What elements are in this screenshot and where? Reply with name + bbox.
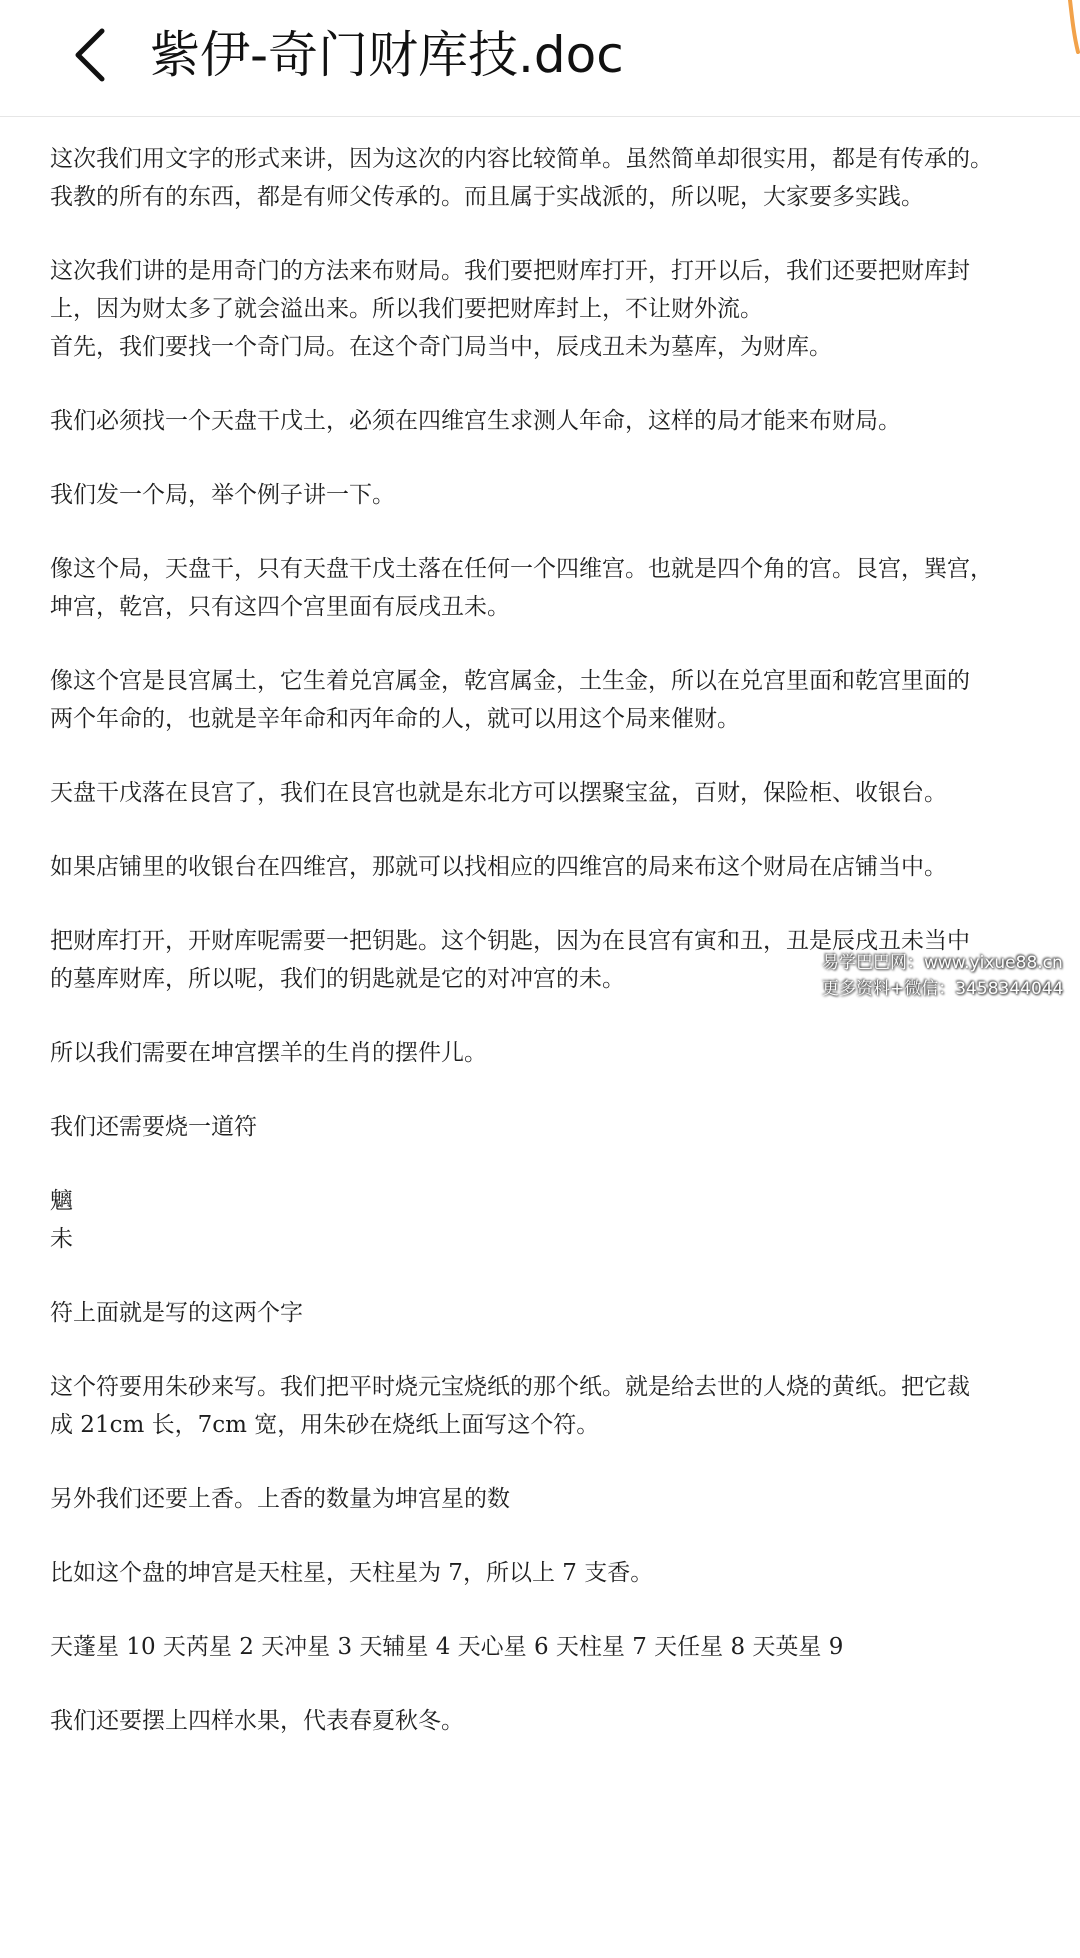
paragraph-line: 如果店铺里的收银台在四维宫，那就可以找相应的四维宫的局来布这个财局在店铺当中。 [50, 854, 947, 880]
paragraph-line: 两个年命的，也就是辛年命和丙年命的人，就可以用这个局来催财。 [50, 706, 740, 732]
document-title: 紫伊-奇门财库技.doc [150, 26, 624, 84]
paragraph-line: 我们必须找一个天盘干戊土，必须在四维宫生求测人年命，这样的局才能来布财局。 [50, 408, 901, 434]
paragraph-line: 天蓬星 10 天芮星 2 天冲星 3 天辅星 4 天心星 6 天柱星 7 天任星 8 天英星 9 [50, 1634, 844, 1660]
paragraph-line: 未 [50, 1226, 73, 1252]
paragraph-line: 像这个宫是艮宫属土，它生着兑宫属金，乾宫属金，土生金，所以在兑宫里面和乾宫里面的 [50, 668, 970, 694]
paragraph-line: 成 21cm 长，7cm 宽，用朱砂在烧纸上面写这个符。 [50, 1412, 600, 1438]
document-body [50, 140, 1040, 1740]
watermark-line-1: 易学巴巴网：www.yixue88.cn [822, 953, 1063, 973]
paragraph-line: 这次我们讲的是用奇门的方法来布财局。我们要把财库打开，打开以后，我们还要把财库封 [50, 258, 970, 284]
paragraph-line: 坤宫，乾宫，只有这四个宫里面有辰戌丑未。 [50, 594, 510, 620]
paragraph-line: 首先，我们要找一个奇门局。在这个奇门局当中，辰戌丑未为墓库，为财库。 [50, 334, 832, 360]
paragraph-line: 魑 [50, 1188, 73, 1214]
paragraph-line: 我们发一个局，举个例子讲一下。 [50, 482, 395, 508]
paragraph-line: 所以我们需要在坤宫摆羊的生肖的摆件儿。 [50, 1040, 487, 1066]
paragraph-line: 另外我们还要上香。上香的数量为坤宫星的数 [50, 1486, 510, 1512]
paragraph-line: 比如这个盘的坤宫是天柱星，天柱星为 7，所以上 7 支香。 [50, 1560, 654, 1586]
paragraph-line: 符上面就是写的这两个字 [50, 1300, 303, 1326]
back-button[interactable] [60, 22, 120, 88]
paragraph-line: 的墓库财库，所以呢，我们的钥匙就是它的对冲宫的未。 [50, 966, 625, 992]
chevron-left-icon [70, 27, 110, 83]
paragraph-line: 天盘干戊落在艮宫了，我们在艮宫也就是东北方可以摆聚宝盆，百财，保险柜、收银台。 [50, 780, 947, 806]
top-bar [0, 0, 1080, 117]
watermark [822, 950, 1072, 1002]
paragraph-line: 我教的所有的东西，都是有师父传承的。而且属于实战派的，所以呢，大家要多实践。 [50, 184, 924, 210]
paragraph-line: 我们还要摆上四样水果，代表春夏秋冬。 [50, 1708, 464, 1734]
paragraph-line: 这个符要用朱砂来写。我们把平时烧元宝烧纸的那个纸。就是给去世的人烧的黄纸。把它裁 [50, 1374, 970, 1400]
paragraph-line: 把财库打开，开财库呢需要一把钥匙。这个钥匙，因为在艮宫有寅和丑，丑是辰戌丑未当中 [50, 928, 970, 954]
paragraph-line: 上，因为财太多了就会溢出来。所以我们要把财库封上，不让财外流。 [50, 296, 763, 322]
watermark-line-2: 更多资料+微信：3458344044 [822, 979, 1064, 999]
paragraph-line: 像这个局，天盘干，只有天盘干戊土落在任何一个四维宫。也就是四个角的宫。艮宫，巽宫， [50, 556, 993, 582]
paragraph-line: 我们还需要烧一道符 [50, 1114, 257, 1140]
edge-highlight [1066, 0, 1080, 60]
paragraph-line: 这次我们用文字的形式来讲，因为这次的内容比较简单。虽然简单却很实用，都是有传承的。 [50, 146, 993, 172]
